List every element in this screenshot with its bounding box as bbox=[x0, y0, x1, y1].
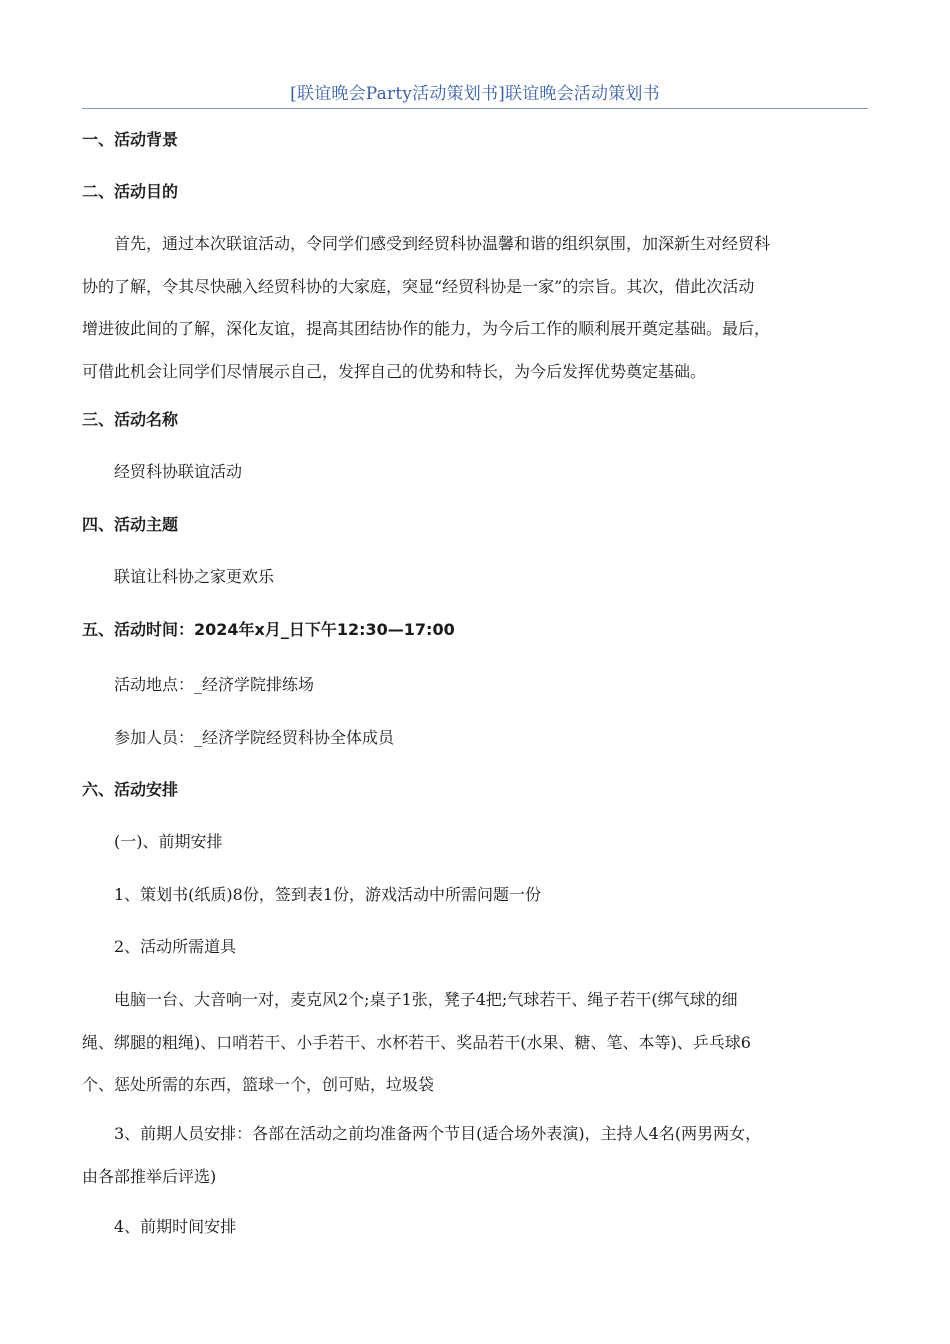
item-props-title: 2、活动所需道具 bbox=[114, 937, 237, 956]
subsection-preparation: (一)、前期安排 bbox=[114, 832, 223, 851]
props-line: 电脑一台、大音响一对，麦克风2个;桌子1张，凳子4把;气球若干、绳子若干(绑气球的细 bbox=[114, 990, 738, 1009]
section-heading-name: 三、活动名称 bbox=[82, 410, 179, 429]
section-heading-arrangement: 六、活动安排 bbox=[82, 780, 179, 799]
header-title: [联谊晚会Party活动策划书]联谊晚会活动策划书 bbox=[290, 84, 660, 104]
purpose-line: 增进彼此间的了解，深化友谊，提高其团结协作的能力，为今后工作的顺利展开奠定基础。最后， bbox=[82, 319, 771, 338]
activity-participants-text: 参加人员：_经济学院经贸科协全体成员 bbox=[114, 728, 395, 747]
section-heading-purpose: 二、活动目的 bbox=[82, 182, 179, 201]
staffing-line: 由各部推举后评选) bbox=[82, 1166, 217, 1186]
props-line: 绳、绑腿的粗绳)、口哨若干、小手若干、水杯若干、奖品若干(水果、糖、笔、本等)、乒乓球6 bbox=[82, 1032, 751, 1052]
staffing-line: 3、前期人员安排：各部在活动之前均准备两个节目(适合场外表演)，主持人4名(两男两女， bbox=[114, 1124, 762, 1143]
props-paragraph bbox=[82, 986, 751, 1100]
activity-name-text: 经贸科协联谊活动 bbox=[114, 462, 243, 481]
activity-theme-text: 联谊让科协之家更欢乐 bbox=[114, 567, 275, 586]
section-heading-time: 五、活动时间：2024年x月_日下午12:30—17:00 bbox=[82, 620, 455, 639]
staffing-paragraph bbox=[82, 1120, 761, 1191]
activity-location-text: 活动地点：_经济学院排练场 bbox=[114, 675, 315, 694]
props-line: 个、惩处所需的东西，篮球一个，创可贴，垃圾袋 bbox=[82, 1075, 435, 1094]
purpose-line: 协的了解，令其尽快融入经贸科协的大家庭，突显“经贸科协是一家”的宗旨。其次，借此次活动 bbox=[82, 276, 755, 296]
document-header bbox=[82, 80, 868, 109]
section-heading-theme: 四、活动主题 bbox=[82, 515, 179, 534]
purpose-line: 首先，通过本次联谊活动，令同学们感受到经贸科协温馨和谐的组织氛围，加深新生对经贸科 bbox=[114, 234, 771, 253]
item-planning-docs: 1、策划书(纸质)8份，签到表1份，游戏活动中所需问题一份 bbox=[114, 885, 542, 904]
item-schedule-title: 4、前期时间安排 bbox=[114, 1217, 237, 1236]
section-heading-background: 一、活动背景 bbox=[82, 130, 179, 149]
purpose-paragraph bbox=[82, 230, 770, 386]
purpose-line: 可借此机会让同学们尽情展示自己，发挥自己的优势和特长，为今后发挥优势奠定基础。 bbox=[82, 361, 707, 381]
